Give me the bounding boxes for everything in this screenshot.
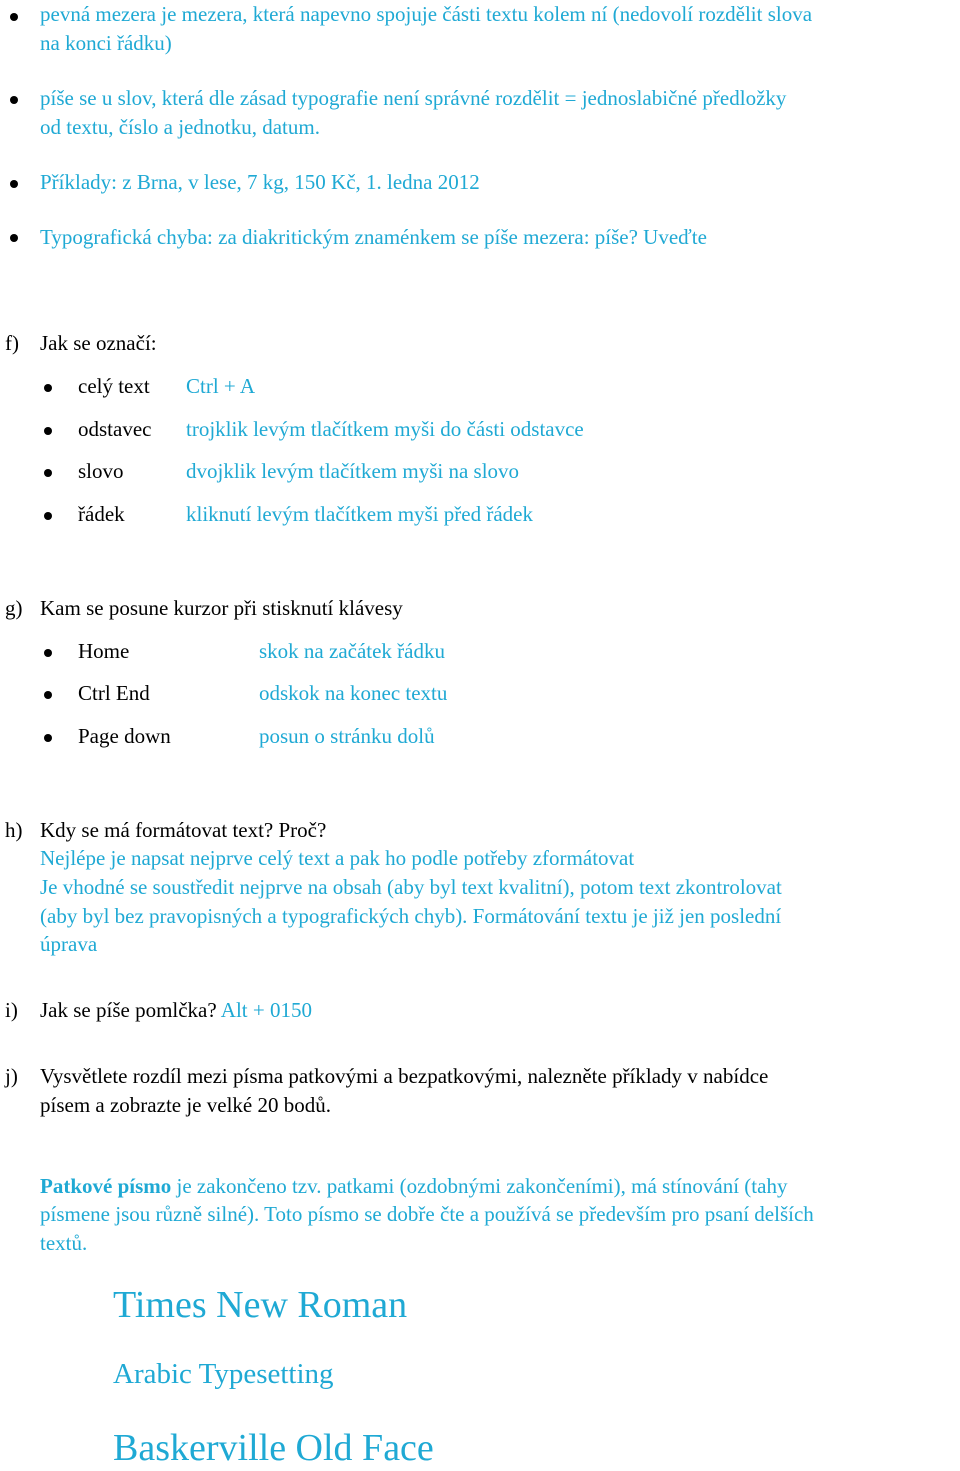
question-text: Kam se posune kurzor při stisknutí klávesy <box>40 596 403 620</box>
bullet-icon <box>44 427 52 435</box>
question-marker: i) <box>5 998 18 1022</box>
term-answer: Ctrl + A <box>186 374 256 398</box>
note-text: je zakončeno tzv. patkami (ozdobnými zakončeními), má stínování (tahy <box>176 1174 788 1198</box>
font-sample-arabic-typesetting: Arabic Typesetting <box>113 1358 334 1390</box>
question-text: Vysvětlete rozdíl mezi písma patkovými a bezpatkovými, nalezněte příklady v nabídce <box>40 1064 769 1088</box>
note-line: textů. <box>40 1231 88 1255</box>
answer-line: úprava <box>40 932 98 956</box>
bullet-text: Příklady: z Brna, v lese, 7 kg, 150 Kč, 1. ledna 2012 <box>40 170 480 194</box>
key-label: Home <box>78 639 130 663</box>
question-text: písem a zobrazte je velké 20 bodů. <box>40 1093 331 1117</box>
term-label: celý text <box>78 374 150 398</box>
answer-line: Je vhodné se soustředit nejprve na obsah (aby byl text kvalitní), potom text zkontrolovat <box>40 875 782 899</box>
note-line: písmene jsou různě silné). Toto písmo se dobře čte a používá se především pro psaní delších <box>40 1202 814 1226</box>
bullet-icon <box>10 180 18 188</box>
bullet-text: na konci řádku) <box>40 31 172 55</box>
bullet-text: od textu, číslo a jednotku, datum. <box>40 115 320 139</box>
question-text: Jak se píše pomlčka? <box>40 998 217 1022</box>
question-answer: Alt + 0150 <box>220 998 312 1022</box>
bullet-text: Typografická chyba: za diakritickým znaménkem se píše mezera: píše? Uveďte <box>40 225 707 249</box>
font-sample-baskerville: Baskerville Old Face <box>113 1427 434 1469</box>
bullet-icon <box>44 734 52 742</box>
answer-line: Nejlépe je napsat nejprve celý text a pak ho podle potřeby zformátovat <box>40 846 635 870</box>
term-answer: trojklik levým tlačítkem myši do části odstavce <box>186 417 584 441</box>
question-marker: g) <box>5 596 23 620</box>
answer-line: (aby byl bez pravopisných a typografických chyb). Formátování textu je již jen poslední <box>40 904 782 928</box>
bullet-icon <box>10 96 18 104</box>
bullet-text: píše se u slov, která dle zásad typografie není správné rozdělit = jednoslabičné předložky <box>40 86 787 110</box>
bullet-icon <box>10 13 18 21</box>
note-term: Patkové písmo <box>40 1174 172 1198</box>
bullet-icon <box>44 649 52 657</box>
question-marker: h) <box>5 818 23 842</box>
question-line <box>40 996 312 1024</box>
question-text: Kdy se má formátovat text? Proč? <box>40 818 327 842</box>
term-answer: dvojklik levým tlačítkem myši na slovo <box>186 459 520 483</box>
question-marker: j) <box>5 1064 18 1088</box>
bullet-text: pevná mezera je mezera, která napevno spojuje části textu kolem ní (nedovolí rozdělit slova <box>40 2 813 26</box>
question-marker: f) <box>5 331 19 355</box>
key-answer: posun o stránku dolů <box>259 724 435 748</box>
term-label: slovo <box>78 459 124 483</box>
term-label: odstavec <box>78 417 152 441</box>
question-text: Jak se označí: <box>40 331 157 355</box>
bullet-icon <box>44 512 52 520</box>
bullet-icon <box>44 691 52 699</box>
term-label: řádek <box>78 502 125 526</box>
key-answer: skok na začátek řádku <box>259 639 445 663</box>
note-line <box>40 1172 787 1200</box>
font-sample-times: Times New Roman <box>113 1284 408 1326</box>
bullet-icon <box>10 234 18 242</box>
key-label: Page down <box>78 724 171 748</box>
bullet-icon <box>44 384 52 392</box>
term-answer: kliknutí levým tlačítkem myši před řádek <box>186 502 534 526</box>
key-answer: odskok na konec textu <box>259 681 448 705</box>
bullet-icon <box>44 469 52 477</box>
key-label: Ctrl End <box>78 681 150 705</box>
